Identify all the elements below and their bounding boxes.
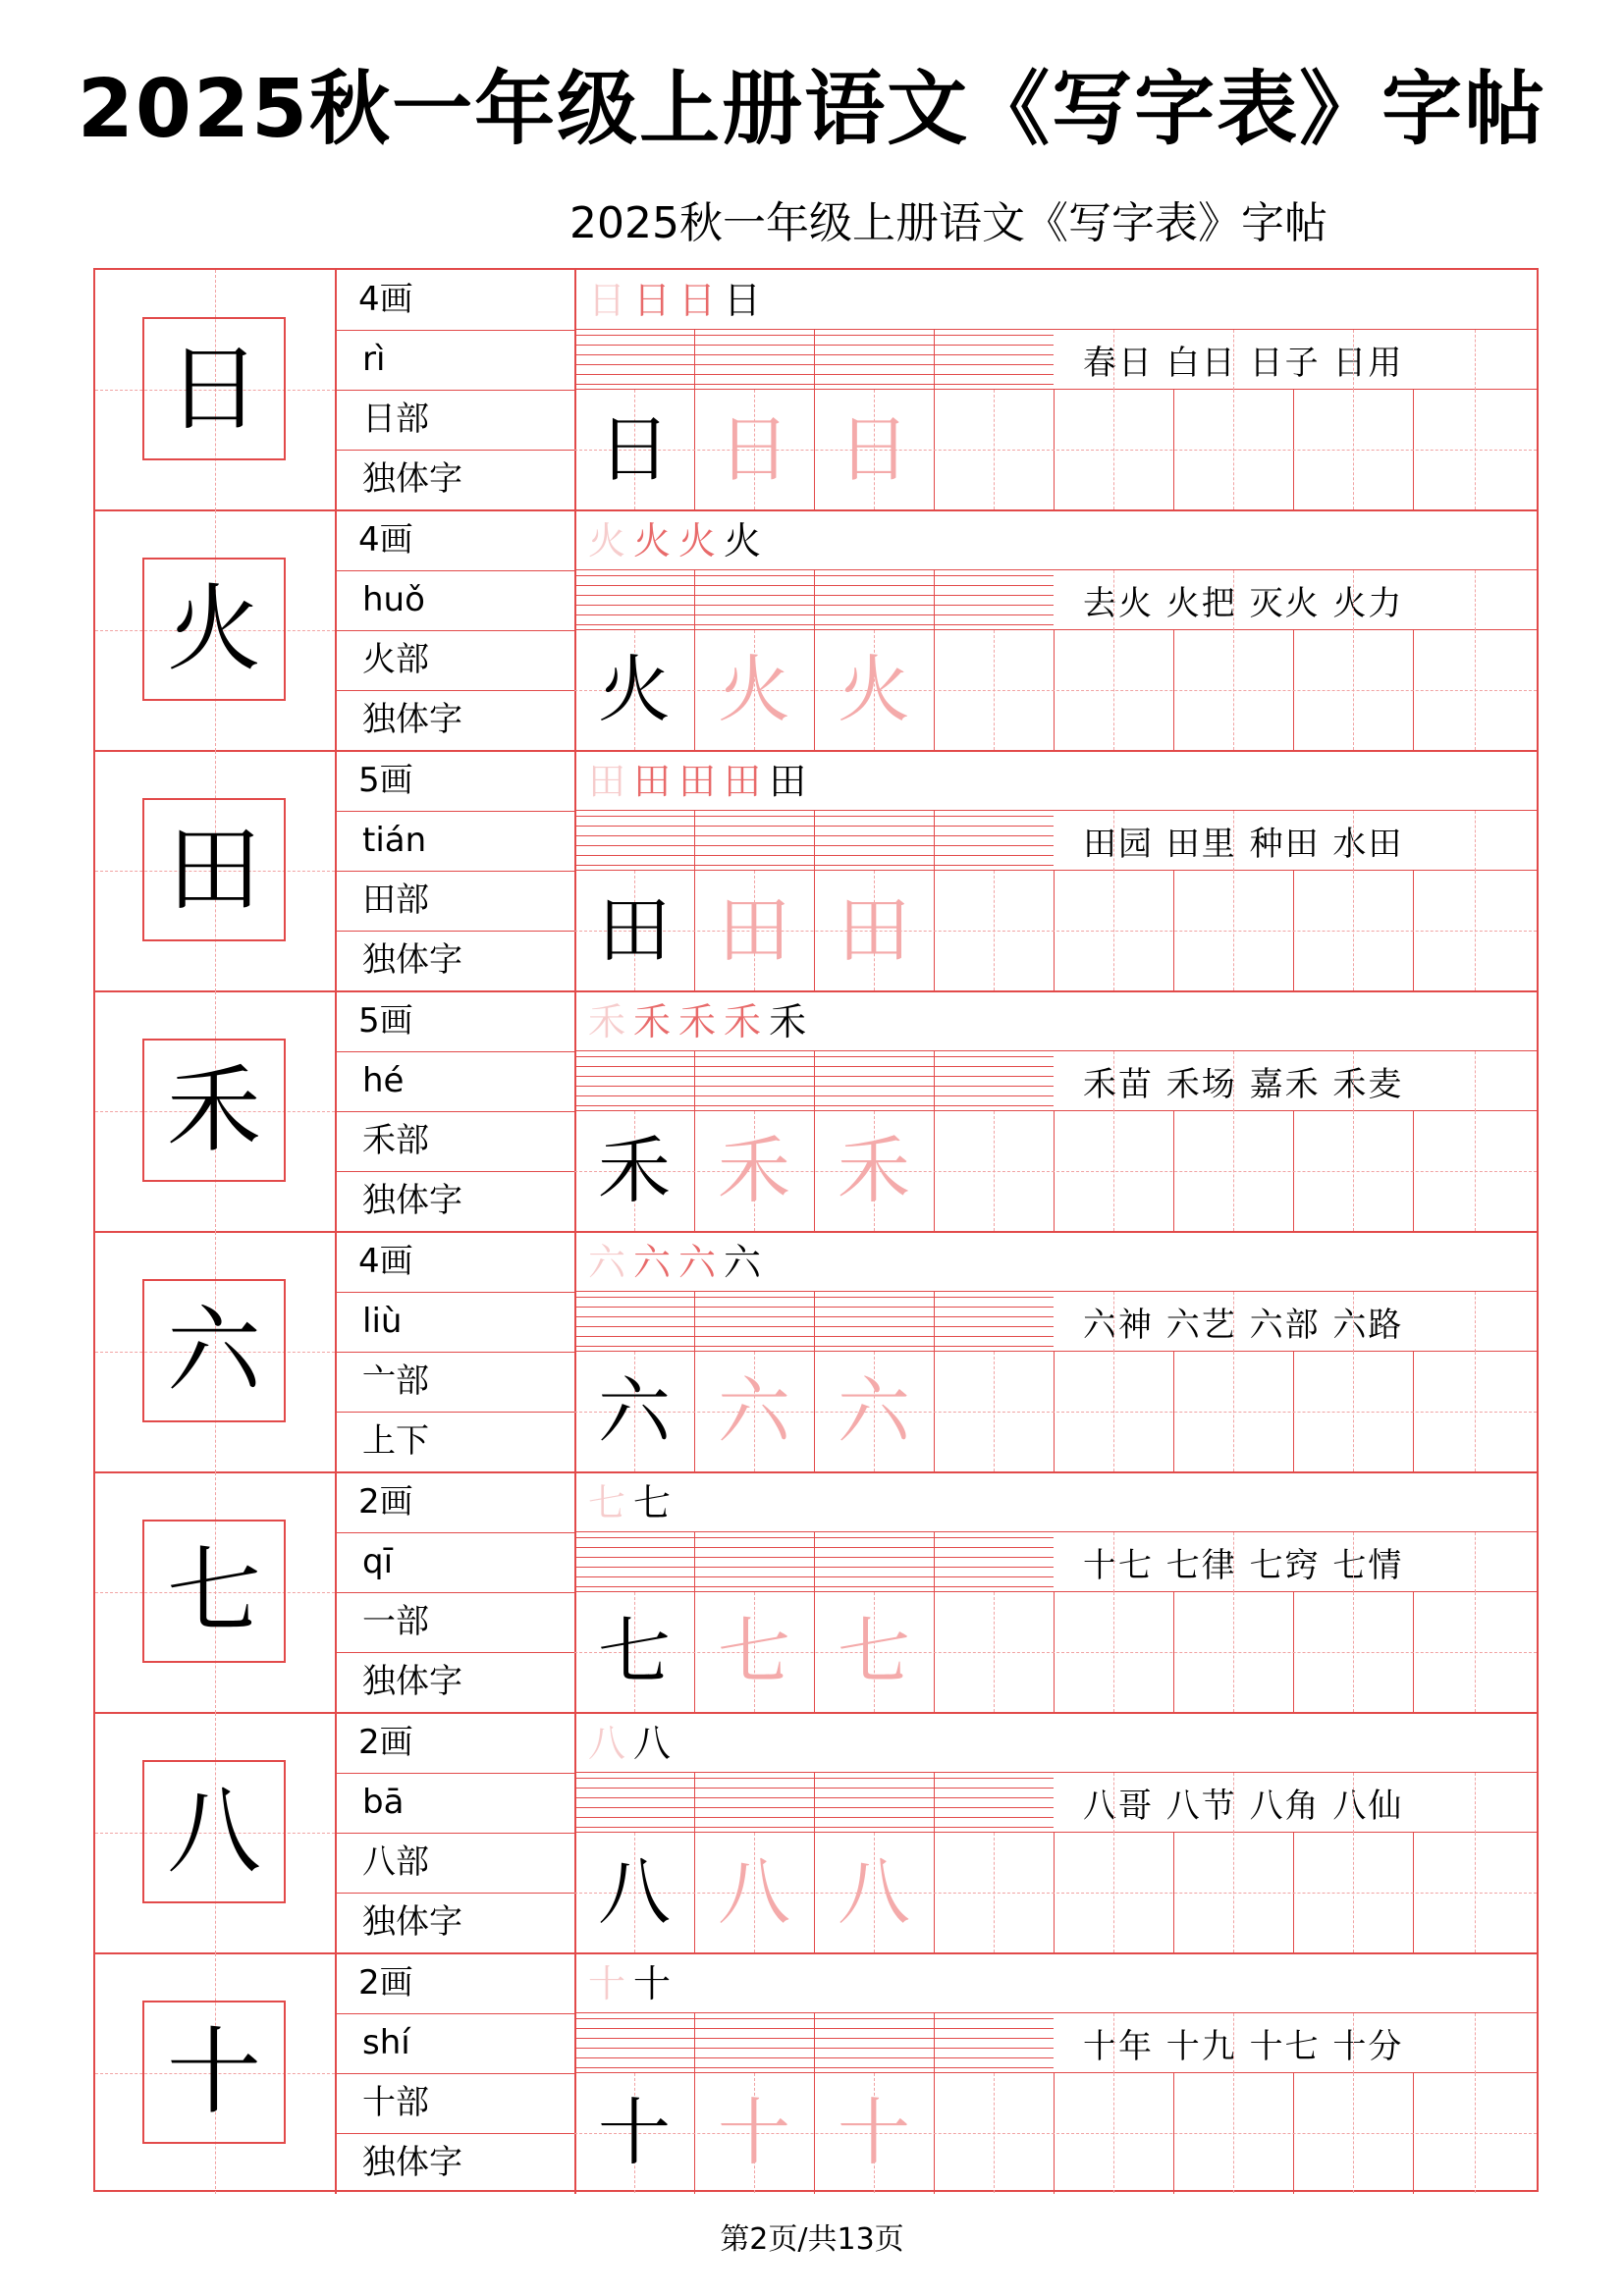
pinyin: bā xyxy=(362,1783,405,1822)
stroke-count: 5画 xyxy=(358,1001,413,1041)
stroke-step: 日 xyxy=(633,279,672,322)
info-row-line xyxy=(335,1893,574,1894)
stroke-step: 六 xyxy=(633,1241,672,1284)
info-row-line xyxy=(335,1833,574,1834)
stroke-order xyxy=(588,1234,769,1291)
big-char: 火 xyxy=(167,574,261,684)
stroke-step: 火 xyxy=(633,519,672,562)
guide-line xyxy=(1113,1292,1114,1352)
stroke-count: 2画 xyxy=(358,1963,413,2002)
trace-char: 日 xyxy=(838,407,910,492)
big-char: 十 xyxy=(167,2017,261,2127)
stroke-step: 田 xyxy=(678,760,717,803)
stroke-step: 日 xyxy=(588,279,626,322)
model-char: 田 xyxy=(598,888,671,973)
trace-char: 火 xyxy=(838,648,910,732)
model-char: 禾 xyxy=(598,1129,671,1213)
info-row-line xyxy=(335,2133,574,2134)
guide-line xyxy=(1113,1773,1114,1833)
stroke-order xyxy=(588,753,814,810)
guide-line xyxy=(1475,1773,1476,1833)
big-char: 禾 xyxy=(167,1055,261,1165)
stroke-step: 火 xyxy=(724,519,762,562)
pinyin: rì xyxy=(362,340,386,379)
char-block xyxy=(95,270,1537,510)
stroke-step: 禾 xyxy=(724,1000,762,1043)
guide-line xyxy=(1233,1292,1234,1352)
trace-char: 田 xyxy=(838,888,910,973)
guide-line xyxy=(1113,2013,1114,2073)
info-row-line xyxy=(335,690,574,691)
stroke-step: 十 xyxy=(588,1962,626,2005)
stroke-row-line xyxy=(574,2012,1537,2013)
stroke-step: 火 xyxy=(588,519,626,562)
trace-char: 六 xyxy=(838,1369,910,1454)
structure: 独体字 xyxy=(362,459,462,499)
stroke-count: 2画 xyxy=(358,1723,413,1762)
stroke-order xyxy=(588,272,769,329)
stroke-count: 5画 xyxy=(358,761,413,800)
info-row-line xyxy=(335,450,574,451)
pinyin: huǒ xyxy=(362,580,425,619)
guide-line xyxy=(1475,811,1476,871)
guide-line xyxy=(1475,570,1476,630)
stroke-order xyxy=(588,1955,678,2012)
stroke-step: 禾 xyxy=(588,1000,626,1043)
model-char: 日 xyxy=(598,407,671,492)
cell-divider xyxy=(934,1292,935,1472)
guide-line xyxy=(1353,570,1354,630)
cell-divider xyxy=(934,1773,935,1953)
structure: 独体字 xyxy=(362,1662,462,1701)
radical: 一部 xyxy=(362,1602,429,1641)
pinyin: qī xyxy=(362,1542,394,1581)
radical: 日部 xyxy=(362,400,429,439)
big-char: 六 xyxy=(167,1296,261,1406)
stroke-order xyxy=(588,1715,678,1772)
example-words: 春日 白日 日子 日用 xyxy=(1083,344,1404,383)
model-char: 六 xyxy=(598,1369,671,1454)
trace-char: 八 xyxy=(718,1850,790,1935)
guide-line xyxy=(1353,2013,1354,2073)
stroke-step: 六 xyxy=(724,1241,762,1284)
guide-line xyxy=(1233,2013,1234,2073)
structure: 上下 xyxy=(362,1421,429,1461)
info-row-line xyxy=(335,871,574,872)
info-row-line xyxy=(335,931,574,932)
info-row-line xyxy=(335,811,574,812)
char-block xyxy=(95,1713,1537,1953)
trace-char: 十 xyxy=(838,2091,910,2175)
guide-line xyxy=(1233,570,1234,630)
practice-sheet xyxy=(93,268,1539,2192)
stroke-step: 田 xyxy=(769,760,807,803)
info-row-line xyxy=(335,2073,574,2074)
example-words: 田园 田里 种田 水田 xyxy=(1083,825,1404,864)
info-row-line xyxy=(335,1171,574,1172)
page-title: 2025秋一年级上册语文《写字表》字帖 xyxy=(77,63,1547,156)
stroke-step: 禾 xyxy=(678,1000,717,1043)
char-block xyxy=(95,1232,1537,1472)
example-words: 十七 七律 七窍 七情 xyxy=(1083,1546,1404,1585)
example-words: 六神 六艺 六部 六路 xyxy=(1083,1306,1404,1345)
radical: 火部 xyxy=(362,640,429,679)
stroke-step: 田 xyxy=(633,760,672,803)
cell-divider xyxy=(934,1051,935,1232)
stroke-count: 4画 xyxy=(358,520,413,560)
structure: 独体字 xyxy=(362,1902,462,1942)
trace-char: 日 xyxy=(718,407,790,492)
pinyin: tián xyxy=(362,821,427,860)
radical: 田部 xyxy=(362,881,429,920)
info-row-line xyxy=(335,2013,574,2014)
structure: 独体字 xyxy=(362,940,462,980)
stroke-row-line xyxy=(574,1291,1537,1292)
cell-divider xyxy=(934,2013,935,2194)
cell-divider xyxy=(934,1532,935,1713)
radical: 十部 xyxy=(362,2083,429,2122)
info-row-line xyxy=(335,330,574,331)
model-char: 八 xyxy=(598,1850,671,1935)
stroke-row-line xyxy=(574,1772,1537,1773)
big-char: 七 xyxy=(167,1536,261,1646)
char-block xyxy=(95,1953,1537,2194)
guide-line xyxy=(1233,1773,1234,1833)
pinyin: hé xyxy=(362,1061,405,1100)
model-char: 十 xyxy=(598,2091,671,2175)
stroke-count: 2画 xyxy=(358,1482,413,1522)
trace-char: 禾 xyxy=(838,1129,910,1213)
example-words: 八哥 八节 八角 八仙 xyxy=(1083,1787,1404,1826)
stroke-step: 七 xyxy=(633,1481,672,1524)
trace-char: 六 xyxy=(718,1369,790,1454)
info-row-line xyxy=(335,1652,574,1653)
stroke-step: 禾 xyxy=(633,1000,672,1043)
stroke-order xyxy=(588,993,814,1050)
radical: 亠部 xyxy=(362,1362,429,1401)
stroke-row-line xyxy=(574,1050,1537,1051)
stroke-step: 日 xyxy=(678,279,717,322)
guide-line xyxy=(1475,2013,1476,2073)
guide-line xyxy=(1353,811,1354,871)
info-row-line xyxy=(335,1292,574,1293)
radical: 八部 xyxy=(362,1842,429,1882)
structure: 独体字 xyxy=(362,2143,462,2182)
stroke-row-line xyxy=(574,329,1537,330)
stroke-step: 田 xyxy=(588,760,626,803)
guide-line xyxy=(1353,1292,1354,1352)
model-char: 七 xyxy=(598,1610,671,1694)
stroke-step: 日 xyxy=(724,279,762,322)
info-row-line xyxy=(335,1412,574,1413)
guide-line xyxy=(1353,1051,1354,1111)
guide-line xyxy=(1233,1051,1234,1111)
info-row-line xyxy=(335,570,574,571)
example-words: 十年 十九 十七 十分 xyxy=(1083,2027,1404,2066)
radical: 禾部 xyxy=(362,1121,429,1160)
stroke-step: 七 xyxy=(588,1481,626,1524)
example-words: 禾苗 禾场 嘉禾 禾麦 xyxy=(1083,1065,1404,1104)
stroke-count: 4画 xyxy=(358,280,413,319)
cell-divider xyxy=(934,811,935,991)
trace-char: 七 xyxy=(838,1610,910,1694)
stroke-count: 4画 xyxy=(358,1242,413,1281)
structure: 独体字 xyxy=(362,700,462,739)
stroke-step: 八 xyxy=(633,1722,672,1765)
stroke-order xyxy=(588,1474,678,1531)
cell-divider xyxy=(934,330,935,510)
guide-line xyxy=(1113,1051,1114,1111)
big-char: 日 xyxy=(167,334,261,444)
model-char: 火 xyxy=(598,648,671,732)
trace-char: 禾 xyxy=(718,1129,790,1213)
stroke-order xyxy=(588,512,769,569)
example-words: 去火 火把 灭火 火力 xyxy=(1083,584,1404,623)
guide-line xyxy=(1113,330,1114,390)
trace-char: 田 xyxy=(718,888,790,973)
stroke-row-line xyxy=(574,1531,1537,1532)
page-subtitle: 2025秋一年级上册语文《写字表》字帖 xyxy=(569,198,1327,248)
structure: 独体字 xyxy=(362,1181,462,1220)
guide-line xyxy=(1113,570,1114,630)
trace-char: 火 xyxy=(718,648,790,732)
guide-line xyxy=(1233,330,1234,390)
info-row-line xyxy=(335,1111,574,1112)
char-block xyxy=(95,510,1537,751)
info-row-line xyxy=(335,1532,574,1533)
stroke-step: 禾 xyxy=(769,1000,807,1043)
trace-char: 八 xyxy=(838,1850,910,1935)
stroke-step: 六 xyxy=(588,1241,626,1284)
big-char: 田 xyxy=(167,815,261,925)
char-block xyxy=(95,1472,1537,1713)
info-row-line xyxy=(335,630,574,631)
info-row-line xyxy=(335,1051,574,1052)
stroke-row-line xyxy=(574,569,1537,570)
stroke-step: 田 xyxy=(724,760,762,803)
stroke-step: 火 xyxy=(678,519,717,562)
pinyin: liù xyxy=(362,1302,403,1341)
char-block xyxy=(95,991,1537,1232)
page-footer: 第2页/共13页 xyxy=(720,2222,904,2257)
stroke-row-line xyxy=(574,810,1537,811)
pinyin: shí xyxy=(362,2023,410,2062)
stroke-step: 六 xyxy=(678,1241,717,1284)
trace-char: 十 xyxy=(718,2091,790,2175)
guide-line xyxy=(1233,1532,1234,1592)
char-block xyxy=(95,751,1537,991)
stroke-step: 十 xyxy=(633,1962,672,2005)
big-char: 八 xyxy=(167,1777,261,1887)
guide-line xyxy=(1353,1532,1354,1592)
info-row-line xyxy=(335,390,574,391)
trace-char: 七 xyxy=(718,1610,790,1694)
info-row-line xyxy=(335,1352,574,1353)
guide-line xyxy=(1113,1532,1114,1592)
guide-line xyxy=(1475,1532,1476,1592)
guide-line xyxy=(1475,330,1476,390)
guide-line xyxy=(1475,1292,1476,1352)
guide-line xyxy=(1353,1773,1354,1833)
stroke-step: 八 xyxy=(588,1722,626,1765)
guide-line xyxy=(1233,811,1234,871)
cell-divider xyxy=(934,570,935,751)
guide-line xyxy=(1113,811,1114,871)
info-row-line xyxy=(335,1773,574,1774)
guide-line xyxy=(1475,1051,1476,1111)
guide-line xyxy=(1353,330,1354,390)
info-row-line xyxy=(335,1592,574,1593)
